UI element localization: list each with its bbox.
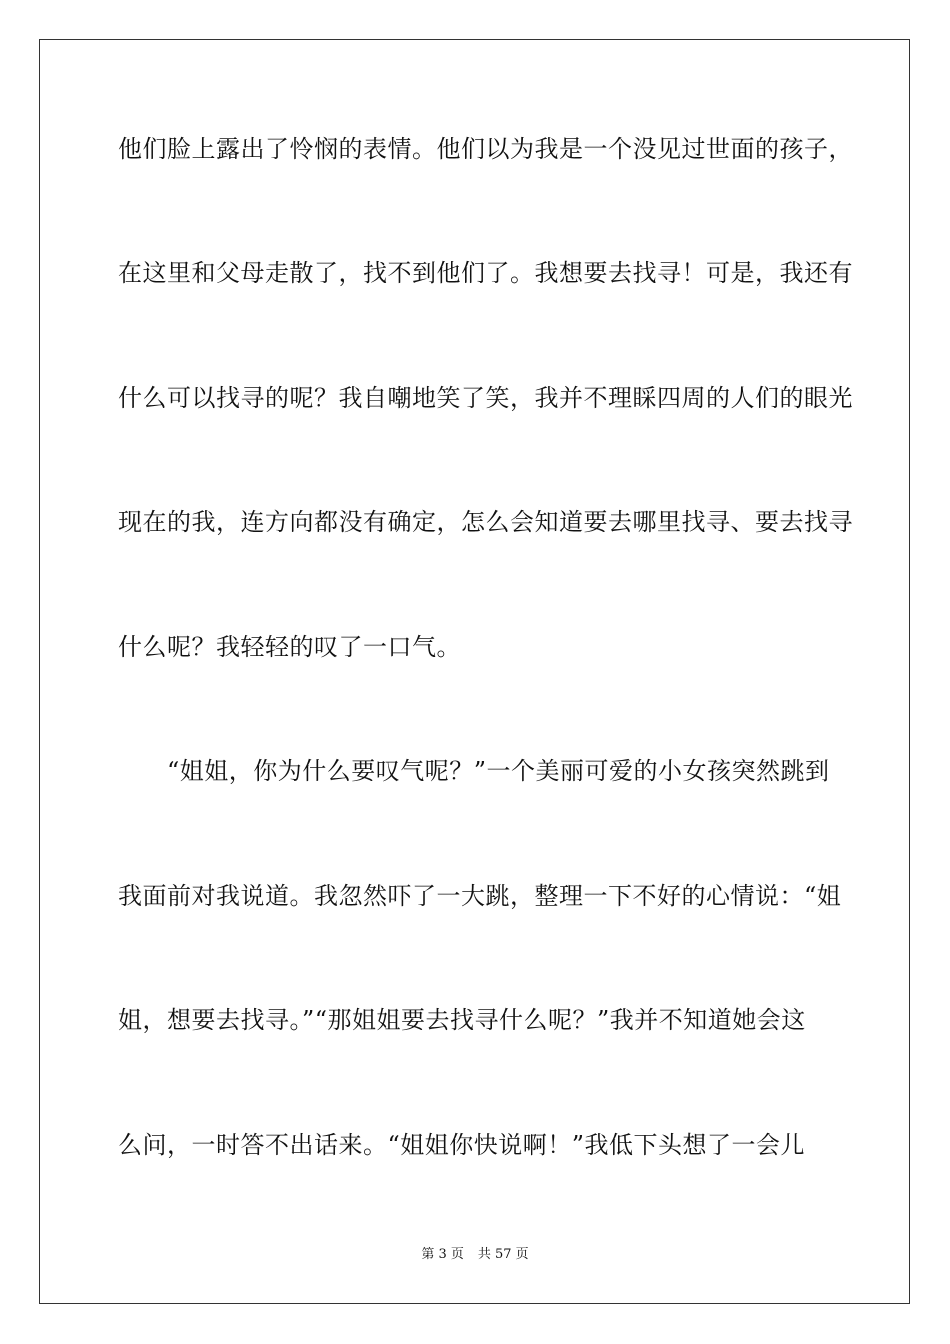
body-text-line: 他们脸上露出了怜悯的表情。他们以为我是一个没见过世面的孩子，	[118, 135, 853, 163]
page-number: 第 3 页	[421, 1247, 464, 1262]
body-text-line: 什么可以找寻的呢？我自嘲地笑了笑，我并不理睬四周的人们的眼光	[118, 384, 853, 412]
body-text-line: “姐姐，你为什么要叹气呢？”一个美丽可爱的小女孩突然跳到	[118, 757, 830, 785]
body-text-line: 我面前对我说道。我忽然吓了一大跳，整理一下不好的心情说：“姐	[118, 882, 842, 910]
page-footer	[0, 1246, 950, 1264]
body-text-line: 姐，想要去找寻。”“那姐姐要去找寻什么呢？”我并不知道她会这	[118, 1006, 806, 1034]
page-total: 共 57 页	[477, 1247, 529, 1262]
body-text-line: 么问，一时答不出话来。“姐姐你快说啊！”我低下头想了一会儿	[118, 1131, 806, 1159]
body-text-line: 现在的我，连方向都没有确定，怎么会知道要去哪里找寻、要去找寻	[118, 508, 853, 536]
body-text-line: 在这里和父母走散了，找不到他们了。我想要去找寻！可是，我还有	[118, 259, 853, 287]
page-border	[39, 39, 910, 1304]
body-text-line: 什么呢？我轻轻的叹了一口气。	[118, 633, 461, 661]
